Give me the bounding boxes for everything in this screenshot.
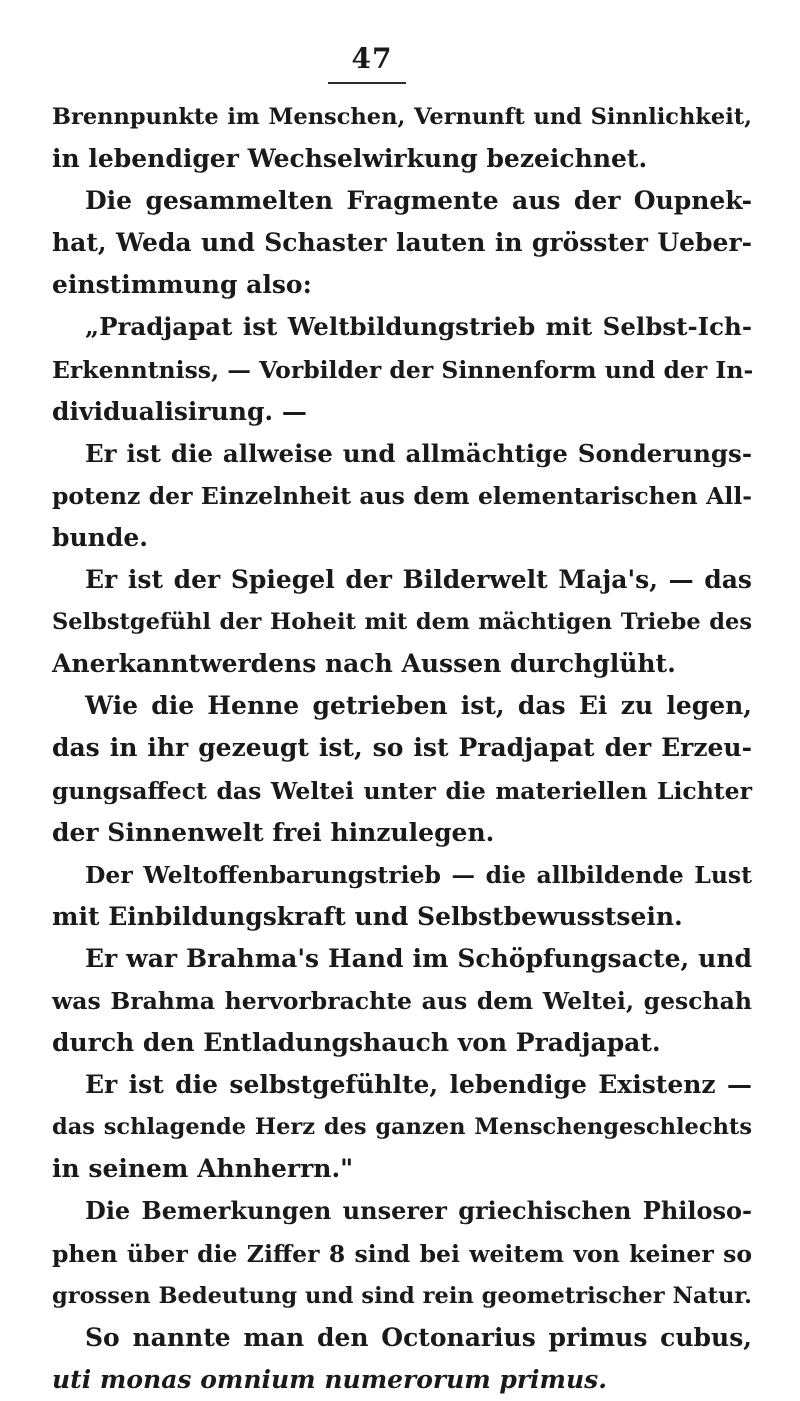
text-line: das schlagende Herz des ganzen Menschengeschlechts (52, 1114, 752, 1141)
text-line: gungsaffect das Weltei unter die materiellen Lichter (52, 776, 752, 805)
text-line: einstimmung also: (52, 270, 312, 300)
page-number: 47 (351, 42, 393, 75)
text-line: hat, Weda und Schaster lauten in grösster Ueber- (52, 228, 752, 258)
text-line: „Pradjapat ist Weltbildungstrieb mit Selbst-Ich- (85, 312, 752, 342)
text-line: das in ihr gezeugt ist, so ist Pradjapat der Erzeu- (52, 733, 752, 763)
text-line: der Sinnenwelt frei hinzulegen. (52, 817, 495, 847)
text-line: in seinem Ahnherrn." (52, 1154, 354, 1184)
text-line: Selbstgefühl der Hoheit mit dem mächtigen Triebe des (52, 609, 752, 636)
text-line: mit Einbildungskraft und Selbstbewusstsein. (52, 901, 683, 931)
text-line: in lebendiger Wechselwirkung bezeichnet. (52, 144, 648, 174)
text-line: Die gesammelten Fragmente aus der Oupnek- (85, 186, 752, 216)
text-line: Der Weltoffenbarungstrieb — die allbildende Lust (85, 860, 752, 889)
text-line: Brennpunkte im Menschen, Vernunft und Sinnlichkeit, (52, 104, 752, 130)
text-line: grossen Bedeutung und sind rein geometrischer Natur. (52, 1282, 752, 1309)
body-text (52, 96, 752, 1401)
text-line: Er war Brahma's Hand im Schöpfungsacte, und (85, 943, 752, 973)
text-line: durch den Entladungshauch von Pradjapat. (52, 1028, 661, 1058)
text-line: was Brahma hervorbrachte aus dem Weltei, geschah (52, 986, 752, 1015)
text-line: uti monas omnium numerorum primus. (52, 1364, 607, 1394)
text-line: Erkenntniss, — Vorbilder der Sinnenform und der In- (52, 355, 754, 384)
page-number-rule (328, 82, 406, 84)
text-line: dividualisirung. — (52, 396, 307, 426)
text-line: So nannte man den Octonarius primus cubus, (85, 1322, 752, 1352)
text-line: phen über die Ziffer 8 sind bei weitem von keiner so (52, 1239, 752, 1268)
text-line: Anerkanntwerdens nach Aussen durchglüht. (52, 649, 676, 679)
text-line: Er ist die allweise und allmächtige Sonderungs- (85, 438, 752, 468)
text-line: Er ist der Spiegel der Bilderwelt Maja's, — das (85, 565, 752, 595)
text-line: Er ist die selbstgefühlte, lebendige Existenz — (85, 1070, 752, 1100)
text-line: Die Bemerkungen unserer griechischen Philoso- (85, 1196, 752, 1226)
text-line: potenz der Einzelnheit aus dem elementarischen All- (52, 481, 752, 510)
text-line: Wie die Henne getrieben ist, das Ei zu legen, (85, 691, 752, 721)
text-line: bunde. (52, 522, 148, 552)
